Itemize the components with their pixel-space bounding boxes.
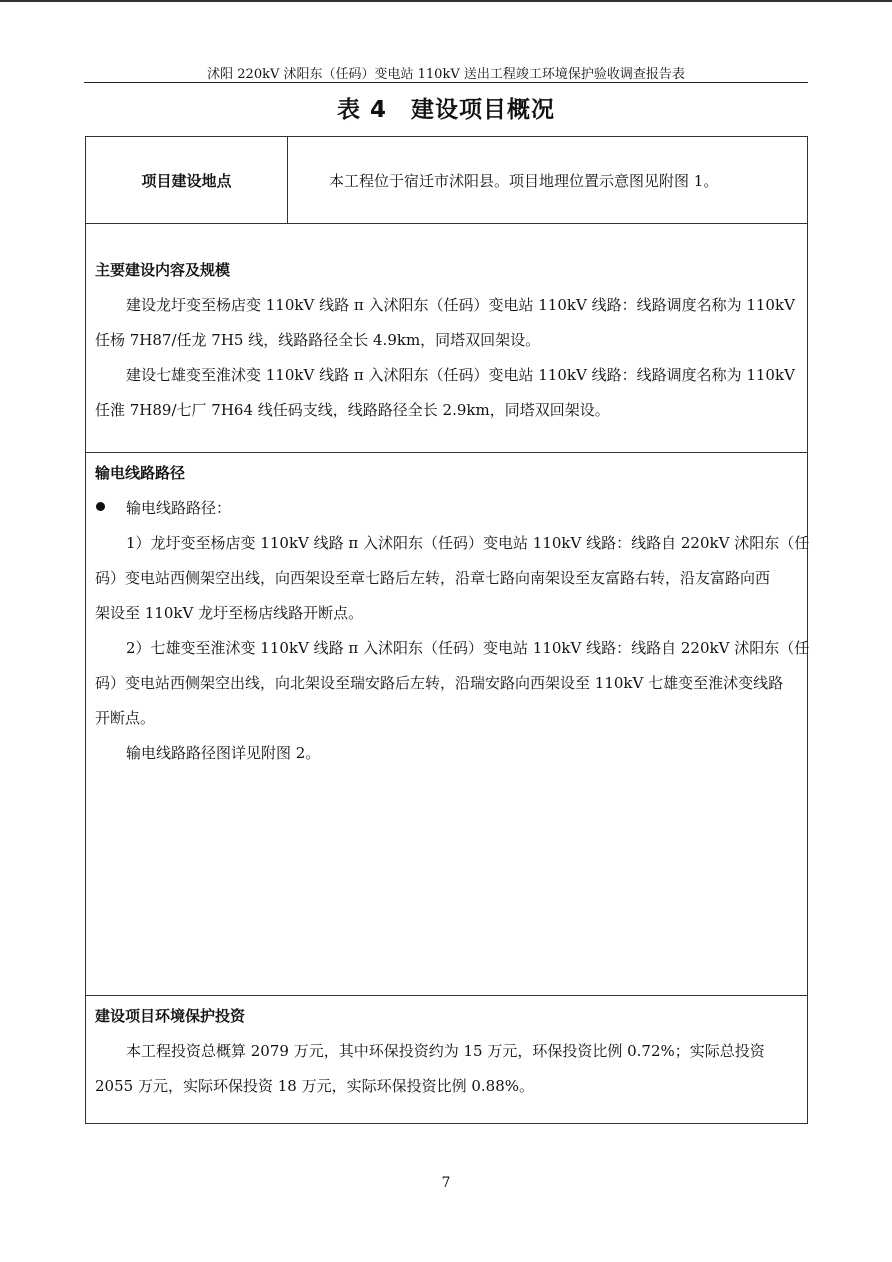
route-bullet-text: 输电线路路径： (126, 499, 232, 517)
header-rule (84, 82, 808, 83)
location-row (85, 136, 808, 224)
route-line: 码）变电站西侧架空出线，向北架设至瑞安路后左转，沿瑞安路向西架设至 110kV 七雄变至淮沭变线路 (95, 674, 784, 692)
bullet-icon (96, 502, 105, 511)
route-title: 输电线路路径 (95, 464, 186, 482)
table-title (84, 91, 808, 124)
route-line: 输电线路路径图详见附图 2。 (126, 744, 321, 762)
investment-title: 建设项目环境保护投资 (95, 1007, 246, 1025)
route-section (85, 452, 808, 996)
column-divider (287, 137, 288, 223)
running-header: 沭阳 220kV 沭阳东（任码）变电站 110kV 送出工程竣工环境保护验收调查报告表 (207, 67, 685, 82)
page-number: 7 (441, 1175, 451, 1191)
route-line: 码）变电站西侧架空出线，向西架设至章七路后左转，沿章七路向南架设至友富路右转，沿友富路向西 (95, 569, 771, 587)
route-line: 1）龙圩变至杨店变 110kV 线路 π 入沭阳东（任码）变电站 110kV 线路：线路自 220kV 沭阳东（任 (126, 534, 810, 552)
route-line: 开断点。 (95, 709, 156, 727)
route-line: 2）七雄变至淮沭变 110kV 线路 π 入沭阳东（任码）变电站 110kV 线路：线路自 220kV 沭阳东（任 (126, 639, 810, 657)
investment-section (85, 995, 808, 1124)
scope-line: 任杨 7H87/任龙 7H5 线，线路路径全长 4.9km，同塔双回架设。 (95, 331, 541, 349)
investment-line: 2055 万元，实际环保投资 18 万元，实际环保投资比例 0.88%。 (95, 1077, 534, 1095)
scope-line: 建设七雄变至淮沭变 110kV 线路 π 入沭阳东（任码）变电站 110kV 线路：线路调度名称为 110kV (126, 366, 795, 384)
table-number: 表 4 (336, 97, 387, 123)
route-line: 架设至 110kV 龙圩至杨店线路开断点。 (95, 604, 364, 622)
scope-section (85, 223, 808, 453)
location-value: 本工程位于宿迁市沭阳县。项目地理位置示意图见附图 1。 (329, 171, 719, 190)
scope-title: 主要建设内容及规模 (95, 261, 231, 279)
scope-line: 任淮 7H89/七厂 7H64 线任码支线，线路路径全长 2.9km，同塔双回架设。 (95, 401, 610, 419)
top-border-line (0, 0, 892, 2)
location-label: 项目建设地点 (141, 171, 232, 190)
investment-line: 本工程投资总概算 2079 万元，其中环保投资约为 15 万元，环保投资比例 0.72%；实际总投资 (126, 1042, 765, 1060)
table-name: 建设项目概况 (411, 97, 555, 123)
scope-line: 建设龙圩变至杨店变 110kV 线路 π 入沭阳东（任码）变电站 110kV 线路：线路调度名称为 110kV (126, 296, 795, 314)
